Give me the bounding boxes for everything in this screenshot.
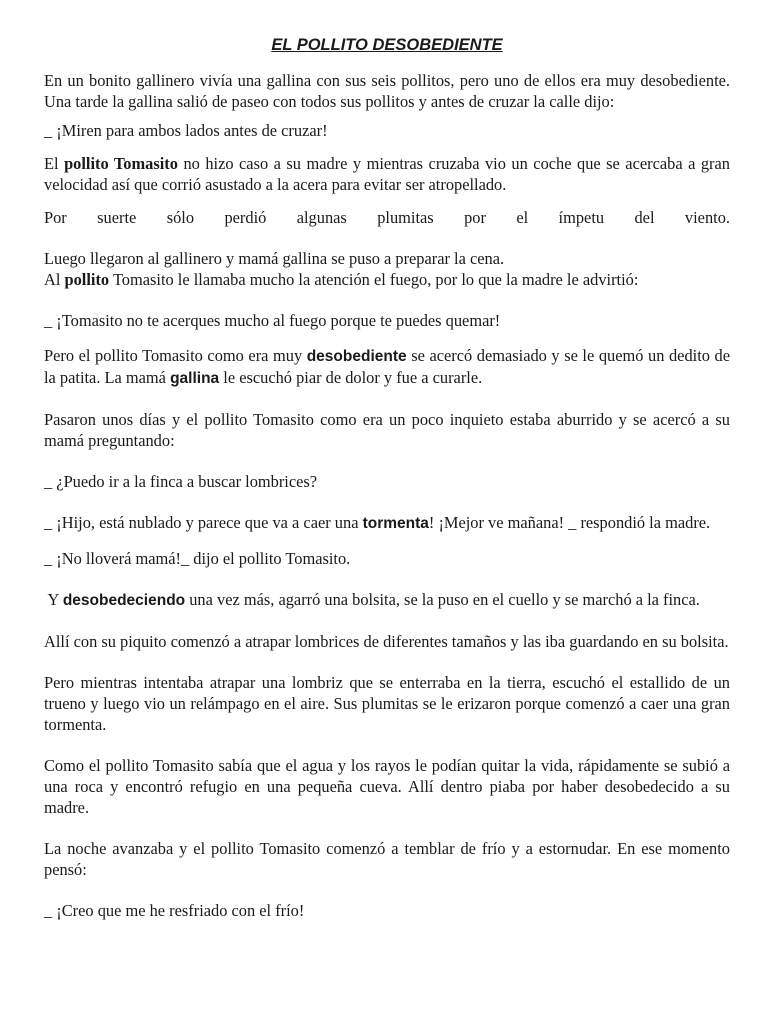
bold-text: tormenta [362,515,429,532]
bold-text: pollito [64,270,110,289]
paragraph: Luego llegaron al gallinero y mamá gallina se puso a preparar la cena. [44,249,505,268]
paragraph: Allí con su piquito comenzó a atrapar lombrices de diferentes tamaños y las iba guardando en su bolsita. [44,632,729,651]
dialogue-line: _ ¡Hijo, está nublado y parece que va a caer una tormenta! ¡Mejor ve mañana! _ respondió la madre. [44,513,711,532]
paragraph: Pero mientras intentaba atrapar una lombriz que se enterraba en la tierra, escuchó el estallido de un trueno y luego vio un relámpago en el aire. Sus plumitas se le erizaron porque comenzó a caer una gran tormenta. [44,673,730,734]
document-page [44,34,730,921]
paragraph: La noche avanzaba y el pollito Tomasito comenzó a temblar de frío y a estornudar. En ese momento pensó: [44,839,730,879]
paragraph: El pollito Tomasito no hizo caso a su madre y mientras cruzaba vio un coche que se acercaba a gran velocidad así que corrió asustado a la acera para evitar ser atropellado. [44,154,730,194]
bold-text: desobedeciendo [62,592,186,609]
bold-text: pollito Tomasito [64,154,178,173]
paragraph: Pero el pollito Tomasito como era muy desobediente se acercó demasiado y se le quemó un dedito de la patita. La mamá gallina le escuchó piar de dolor y fue a curarle. [44,346,730,387]
bold-text: gallina [170,370,220,387]
dialogue-line: _ ¡No lloverá mamá!_ dijo el pollito Tomasito. [44,549,351,568]
paragraph: En un bonito gallinero vivía una gallina con sus seis pollitos, pero uno de ellos era muy desobediente. Una tarde la gallina salió de paseo con todos sus pollitos y antes de cruzar la calle dijo: [44,71,730,111]
paragraph: Como el pollito Tomasito sabía que el agua y los rayos le podían quitar la vida, rápidamente se subió a una roca y encontró refugio en una pequeña cueva. Allí dentro piaba por haber desobedecido a su madre. [44,756,730,817]
dialogue-line: _ ¿Puedo ir a la finca a buscar lombrices? [44,472,318,491]
paragraph: Y desobedeciendo una vez más, agarró una bolsita, se la puso en el cuello y se marchó a la finca. [44,590,700,609]
dialogue-line: _ ¡Creo que me he resfriado con el frío! [44,901,305,920]
paragraph: Por suerte sólo perdió algunas plumitas por el ímpetu del viento. [44,208,730,227]
dialogue-line: _ ¡Miren para ambos lados antes de cruzar! [44,121,328,140]
document-title: EL POLLITO DESOBEDIENTE [271,36,503,54]
dialogue-line: _ ¡Tomasito no te acerques mucho al fuego porque te puedes quemar! [44,311,501,330]
paragraph: Al pollito Tomasito le llamaba mucho la atención el fuego, por lo que la madre le advirtió: [44,270,639,289]
bold-text: desobediente [306,348,407,365]
paragraph: Pasaron unos días y el pollito Tomasito como era un poco inquieto estaba aburrido y se acercó a su mamá preguntando: [44,410,730,450]
